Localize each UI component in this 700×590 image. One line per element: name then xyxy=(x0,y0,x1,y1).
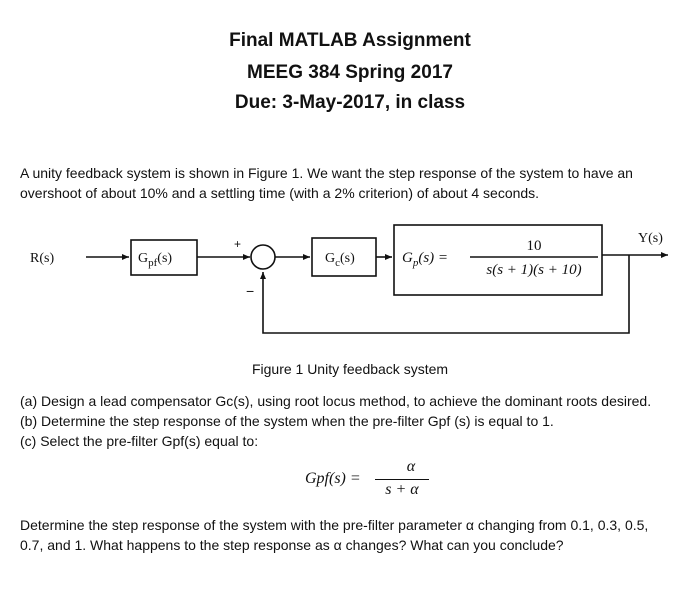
document-title: Final MATLAB Assignment xyxy=(229,30,471,51)
question-c: (c) Select the pre-filter Gpf(s) equal to: xyxy=(20,433,259,449)
conclusion-line-2: 0.7, and 1. What happens to the step response as α changes? What can you conclude? xyxy=(20,537,564,553)
prefilter-equation-lhs: Gpf(s) = xyxy=(305,470,361,487)
plant-denominator: s(s + 1)(s + 10) xyxy=(486,262,582,278)
compensator-label: $G_c(s)$ xyxy=(325,251,355,269)
problem-intro xyxy=(20,163,680,203)
question-b: (b) Determine the step response of the system when the pre-filter Gpf (s) is equal to 1. xyxy=(20,413,554,429)
course-name: MEEG 384 Spring 2017 xyxy=(247,62,453,83)
figure-caption: Figure 1 Unity feedback system xyxy=(251,361,449,377)
plant-numerator: 10 xyxy=(526,238,542,254)
plant-lhs: $G_p(s)$ = xyxy=(402,250,449,269)
question-a: (a) Design a lead compensator Gc(s), using root locus method, to achieve the dominant roots desired. xyxy=(20,393,652,409)
due-date: Due: 3-May-2017, in class xyxy=(234,92,466,113)
plus-sign: + xyxy=(234,237,242,251)
output-label: Y(s) xyxy=(638,231,663,246)
intro-line-2: overshoot of about 10% and a settling time (with a 2% criterion) of about 4 seconds. xyxy=(20,185,540,201)
intro-line-1: A unity feedback system is shown in Figure 1. We want the step response of the system to have an xyxy=(20,165,633,181)
prefilter-equation-bar xyxy=(375,479,429,480)
question-list xyxy=(20,391,680,451)
block-diagram xyxy=(0,210,700,350)
conclusion-line-1: Determine the step response of the system with the pre-filter parameter α changing from 0.1, 0.3, 0.5, xyxy=(20,517,649,533)
prefilter-equation-numerator: α xyxy=(406,458,416,475)
summing-junction xyxy=(251,245,275,269)
minus-sign: − xyxy=(246,283,255,299)
prefilter-label: $G_{pf}(s)$ xyxy=(138,251,173,269)
input-label: R(s) xyxy=(30,251,55,266)
conclusion-paragraph xyxy=(20,515,680,555)
prefilter-equation-denominator: s + α xyxy=(385,481,419,498)
